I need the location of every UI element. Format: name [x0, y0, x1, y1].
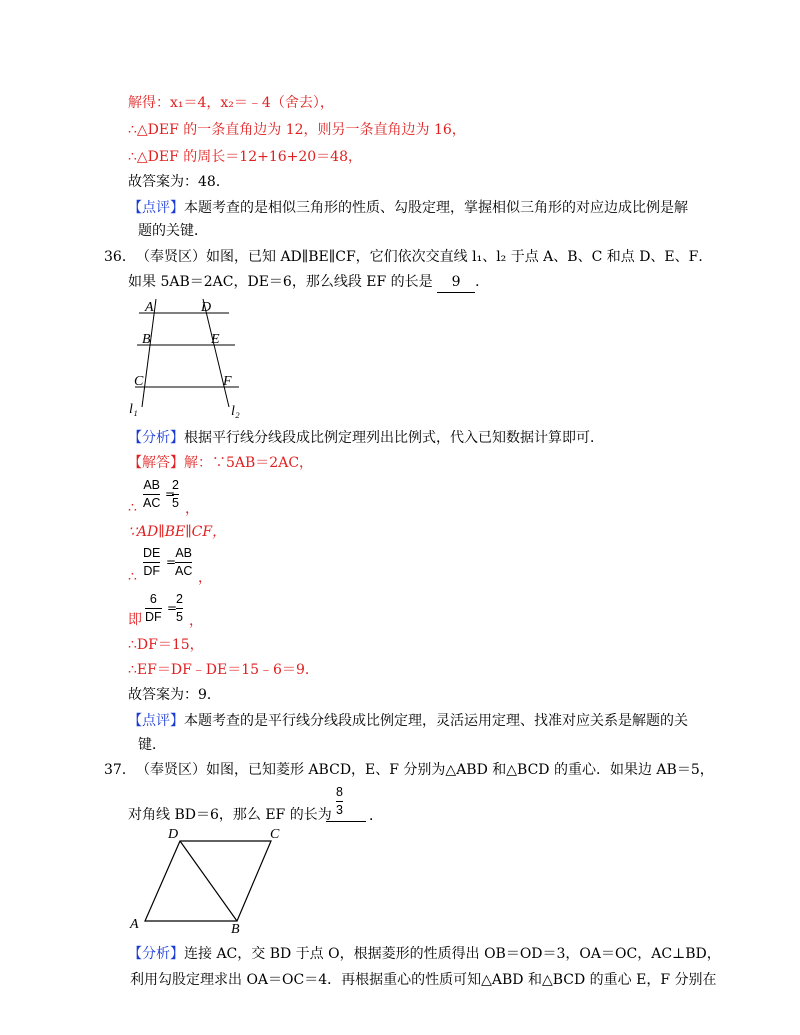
question-37-line-1: （奉贤区）如图，已知菱形 ABCD，E、F 分别为△ABD 和△BCD 的重心．如果边 AB＝5， [136, 762, 714, 778]
line-l2 [203, 299, 229, 407]
df-result: ∴DF＝15， [128, 637, 204, 653]
equals-sign: = [167, 601, 178, 615]
figure-parallel-lines [125, 295, 255, 425]
solution-line-3: ∴△DEF 的周长＝12+16+20＝48， [128, 149, 363, 165]
fraction-denominator: DF [145, 610, 162, 624]
answer-fraction-8-3 [336, 785, 343, 818]
question-37-period: ． [369, 808, 383, 824]
comment-tag: 【点评】 [128, 713, 184, 729]
fraction-numerator: 6 [149, 592, 157, 606]
ef-result: ∴EF＝DF﹣DE＝15﹣6＝9． [128, 662, 319, 678]
solution-text: 解：∵5AB＝2AC， [184, 455, 314, 471]
label-C: C [134, 374, 144, 389]
label-l2: l₂ [231, 404, 240, 419]
fraction-6-df [145, 592, 162, 625]
solution-36-start [128, 453, 313, 473]
comment-line-2: 题的关键． [138, 223, 208, 239]
analysis-text: 连接 AC，交 BD 于点 O，根据菱形的性质得出 OB＝OD＝3，OA＝OC，AC⊥BD， [184, 946, 721, 962]
fraction-numerator: AB [143, 478, 161, 492]
line-l1 [142, 299, 156, 407]
question-36-text: 如果 5AB＝2AC，DE＝6，那么线段 EF 的长是 [128, 274, 433, 290]
analysis-tag: 【分析】 [128, 430, 184, 446]
analysis-37-line-2: 利用勾股定理求出 OA＝OC＝4．再根据重心的性质可知△ABD 和△BCD 的重心 E，F 分别在 [130, 972, 717, 988]
fraction-numerator: 8 [336, 785, 343, 799]
question-36-line-2 [128, 272, 489, 292]
comma: ， [189, 613, 203, 629]
comment-tag: 【点评】 [128, 200, 184, 216]
label-A: A [130, 917, 139, 932]
comment-line-1 [128, 198, 688, 218]
because-parallel: ∵AD∥BE∥CF， [128, 524, 227, 540]
solution-line-2: ∴△DEF 的一条直角边为 12，则另一条直角边为 16， [128, 122, 466, 138]
question-37-text: 对角线 BD＝6，那么 EF 的长为 [128, 807, 332, 823]
ji-label: 即 [128, 612, 142, 628]
comment-text: 本题考查的是相似三角形的性质、勾股定理，掌握相似三角形的对应边成比例是解 [184, 200, 688, 216]
label-D: D [201, 300, 212, 315]
answer-36: 故答案为：9． [128, 687, 221, 703]
fraction-2-5-b [176, 592, 183, 625]
question-36-number: 36． [104, 249, 136, 265]
question-37-answer-blank [324, 785, 368, 825]
fraction-denominator: 5 [176, 610, 183, 624]
question-36-line-1: （奉贤区）如图，已知 AD∥BE∥CF，它们依次交直线 l₁、l₂ 于点 A、B、C 和点 D、E、F． [136, 249, 713, 265]
comment-text: 本题考查的是平行线分线段成比例定理，灵活运用定理、找准对应关系是解题的关 [184, 713, 688, 729]
fraction-numerator: DE [143, 546, 161, 560]
fraction-numerator: AB [175, 546, 193, 560]
comma: ， [198, 570, 212, 586]
fraction-ab-ac [143, 478, 160, 511]
equals-sign: = [166, 555, 177, 569]
fraction-numerator: 2 [172, 478, 179, 492]
comment-36 [128, 711, 688, 731]
label-B: B [142, 332, 151, 347]
fraction-ab-ac-2 [175, 546, 192, 579]
analysis-37 [128, 944, 721, 964]
analysis-36 [128, 428, 604, 448]
analysis-tag: 【分析】 [128, 946, 184, 962]
question-36-answer-blank [437, 272, 475, 293]
solution-line-1: 解得：x₁＝4，x₂＝﹣4（舍去）， [128, 95, 334, 111]
solution-tag: 【解答】 [128, 455, 184, 471]
therefore-1: ∴ [128, 500, 137, 516]
fraction-denominator: DF [143, 564, 161, 578]
question-37-line-2 [128, 805, 332, 825]
comma: ， [185, 501, 199, 517]
fraction-denominator: 3 [336, 803, 343, 817]
diagonal-bd [180, 841, 237, 921]
label-D: D [168, 827, 179, 842]
fraction-denominator: AC [143, 496, 161, 510]
fraction-denominator: 5 [172, 496, 179, 510]
label-l1: l₁ [129, 402, 138, 417]
label-B: B [231, 922, 240, 935]
therefore-2: ∴ [128, 569, 137, 585]
fraction-denominator: AC [175, 564, 193, 578]
fraction-numerator: 2 [176, 592, 183, 606]
label-C: C [270, 827, 280, 842]
label-F: F [223, 374, 232, 389]
question-36-period: ． [475, 274, 490, 290]
comment-36-line-2: 键． [138, 737, 166, 753]
fraction-de-df [143, 546, 160, 579]
question-37-number: 37． [104, 762, 136, 778]
figure-rhombus [125, 825, 295, 935]
equals-sign: = [165, 487, 176, 501]
analysis-text: 根据平行线分线段成比例定理列出比例式，代入已知数据计算即可． [184, 430, 604, 446]
label-A: A [145, 300, 154, 315]
answer-line: 故答案为：48． [128, 174, 230, 190]
label-E: E [211, 332, 220, 347]
question-36-answer: 9 [451, 274, 461, 290]
